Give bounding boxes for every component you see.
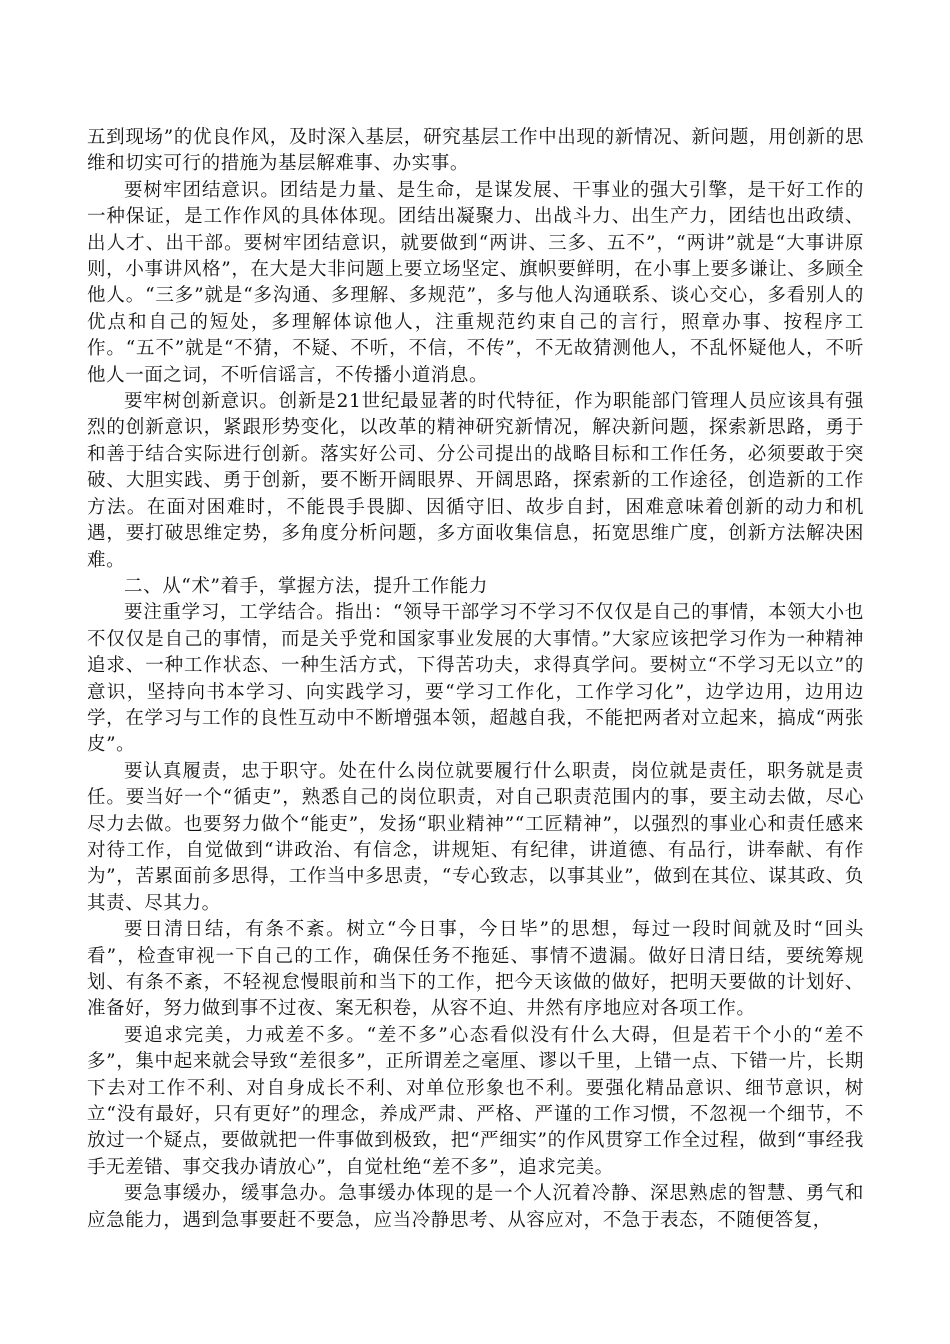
paragraph: 要树牢团结意识。团结是力量、是生命，是谋发展、干事业的强大引擎，是干好工作的一种保证，是工作作风的具体体现。团结出凝聚力、出战斗力、出生产力，团结也出政绩、出人才、出干部。要树牢团结意识，就要做到“两讲、三多、五不”，“两讲”就是“大事讲原则，小事讲风格”，在大是大非问题上要立场坚定、旗帜要鲜明，在小事上要多谦让、多顾全他人。“三多”就是“多沟通、多理解、多规范”，多与他人沟通联系、谈心交心，多看别人的优点和自己的短处，多理解体谅他人，注重规范约束自己的言行，照章办事、按程序工作。“五不”就是“不猜，不疑、不听，不信，不传”，不无故猜测他人，不乱怀疑他人，不听他人一面之词，不听信谣言，不传播小道消息。 xyxy=(87,179,864,386)
paragraph: 要追求完美，力戒差不多。“差不多”心态看似没有什么大碍，但是若干个小的“差不多”，集中起来就会导致“差很多”，正所谓差之毫厘、谬以千里，上错一点、下错一片，长期下去对工作不利、对自身成长不利、对单位形象也不利。要强化精品意识、细节意识，树立“没有最好，只有更好”的理念，养成严肃、严格、严谨的工作习惯，不忽视一个细节，不放过一个疑点，要做就把一件事做到极致，把“严细实”的作风贯穿工作全过程，做到“事经我手无差错、事交我办请放心”，自觉杜绝“差不多”，追求完美。 xyxy=(87,1024,864,1178)
paragraph: 要认真履责，忠于职守。处在什么岗位就要履行什么职责，岗位就是责任，职务就是责任。要当好一个“循吏”，熟悉自己的岗位职责，对自己职责范围内的事，要主动去做，尽心尽力去做。也要努力做个“能吏”，发扬“职业精神”“工匠精神”，以强烈的事业心和责任感来对待工作，自觉做到“讲政治、有信念，讲规矩、有纪律，讲道德、有品行，讲奉献、有作为”，苦累面前多思得，工作当中多思责，“专心致志，以事其业”，做到在其位、谋其政、负其责、尽其力。 xyxy=(87,760,864,914)
paragraph: 五到现场”的优良作风，及时深入基层，研究基层工作中出现的新情况、新问题，用创新的思维和切实可行的措施为基层解难事、办实事。 xyxy=(87,127,864,175)
document-body xyxy=(87,125,864,1234)
section-heading: 二、从“术”着手，掌握方法，提升工作能力 xyxy=(124,575,488,597)
paragraph: 要牢树创新意识。创新是21世纪最显著的时代特征，作为职能部门管理人员应该具有强烈的创新意识，紧跟形势变化，以改革的精神研究新情况，解决新问题，探索新思路，勇于和善于结合实际进行创新。落实好公司、分公司提出的战略目标和工作任务，必须要敢于突破、大胆实践、勇于创新，要不断开阔眼界、开阔思路，探索新的工作途径，创造新的工作方法。在面对困难时，不能畏手畏脚、因循守旧、故步自封，困难意味着创新的动力和机遇，要打破思维定势，多角度分析问题，多方面收集信息，拓宽思维广度，创新方法解决困难。 xyxy=(87,391,864,571)
paragraph: 要注重学习，工学结合。指出：“领导干部学习不学习不仅仅是自己的事情，本领大小也不仅仅是自己的事情，而是关乎党和国家事业发展的大事情。”大家应该把学习作为一种精神追求、一种工作状态、一种生活方式，下得苦功夫，求得真学问。要树立“不学习无以立”的意识，坚持向书本学习、向实践学习，要“学习工作化，工作学习化”，边学边用，边用边学，在学习与工作的良性互动中不断增强本领，超越自我，不能把两者对立起来，搞成“两张皮”。 xyxy=(87,602,864,756)
paragraph: 要急事缓办，缓事急办。急事缓办体现的是一个人沉着冷静、深思熟虑的智慧、勇气和应急能力，遇到急事要赶不要急，应当冷静思考、从容应对，不急于表态，不随便答复， xyxy=(87,1183,864,1231)
paragraph: 要日清日结，有条不紊。树立“今日事，今日毕”的思想，每过一段时间就及时“回头看”，检查审视一下自己的工作，确保任务不拖延、事情不遗漏。做好日清日结，要统筹规划、有条不紊，不轻视怠慢眼前和当下的工作，把今天该做的做好，把明天要做的计划好、准备好，努力做到事不过夜、案无积卷，从容不迫、井然有序地应对各项工作。 xyxy=(87,919,864,1020)
